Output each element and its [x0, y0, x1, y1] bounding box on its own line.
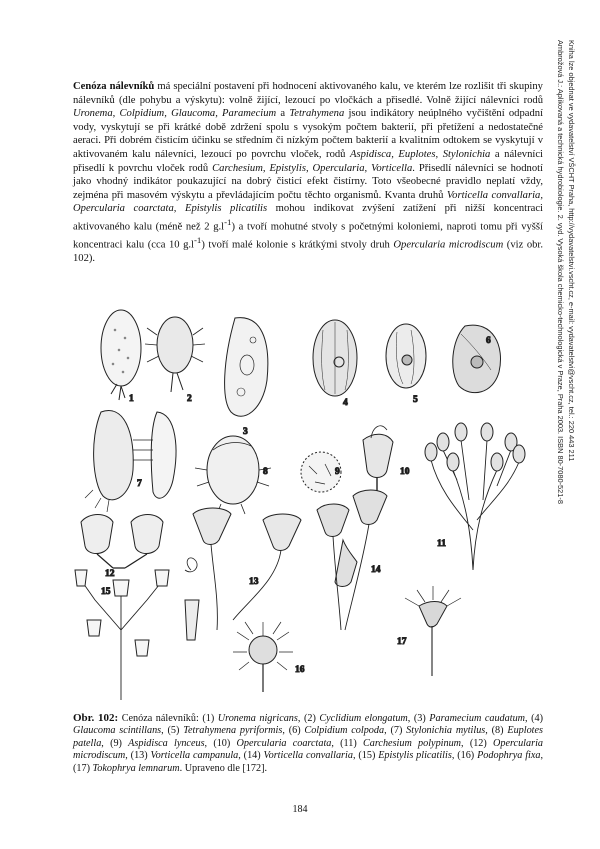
- caption-separator: ,: [161, 725, 168, 737]
- organism-5-drawing: [386, 324, 426, 388]
- figure-label-2: 2: [187, 394, 192, 404]
- ciliate-figure: [73, 300, 543, 700]
- lead-term: Cenóza nálevníků: [73, 81, 155, 92]
- organism-8-drawing: [195, 436, 271, 514]
- caption-species-name: Glaucoma scintillans: [73, 725, 162, 737]
- caption-separator: .: [179, 762, 185, 774]
- caption-item-number: (1): [202, 713, 218, 724]
- text-run: jsou indikátory neúplného vyčištění odpadní vody, vyskytují se při krátké době zdržení spolu s vysokým počtem bakterií, při přetížení a nedostatečné aeraci. Při dobrém čisticím účinku se středním či nízkým počtem bakterií a kvalitním odtokem se vyskytují v aktivovaném kalu nálevníci, lezoucí po povrchu vloček, rodů: [73, 108, 544, 160]
- caption-separator: ,: [282, 725, 289, 737]
- text-run: má speciální postavení při hodnocení aktivovaného kalu, ve kterém lze rozlišit tři skupiny nálevníků (dle pohybu a výskytu): volně žijící, lezoucí po vločkách a přisedlé. Volně žijící nálevníci rodů: [73, 81, 543, 106]
- text-run: a: [276, 108, 290, 120]
- organism-16-drawing: [233, 622, 293, 692]
- caption-separator: ,: [331, 737, 341, 749]
- figure-label-15: 15: [101, 587, 111, 597]
- caption-species-name: Vorticella convallaria: [263, 750, 353, 762]
- caption-item-number: (11): [340, 737, 363, 749]
- caption-separator: ,: [101, 737, 111, 749]
- caption-item-number: (16): [457, 750, 478, 762]
- caption-species-name: Carchesium polypinum: [362, 737, 462, 749]
- figure-label-10: 10: [400, 467, 410, 477]
- caption-species-name: Paramecium caudatum: [429, 713, 526, 724]
- caption-item-number: (9): [110, 737, 129, 749]
- caption-separator: ,: [238, 750, 244, 762]
- caption-species-name: Colpidium colpoda: [304, 725, 385, 737]
- genus-name: Tetrahymena: [289, 108, 345, 120]
- organism-7-drawing: [85, 411, 176, 512]
- page-number: 184: [292, 804, 308, 815]
- caption-item-number: (2): [303, 713, 320, 724]
- organism-4-drawing: [313, 320, 357, 396]
- caption-separator: ,: [461, 737, 470, 749]
- caption-item-number: (3): [413, 713, 430, 724]
- figure-label-13: 13: [249, 577, 259, 587]
- caption-item-number: (17): [73, 762, 93, 774]
- figure-label-7: 7: [137, 479, 142, 489]
- caption-item-number: (13): [130, 750, 151, 762]
- organism-14-drawing: [317, 490, 387, 630]
- caption-item-number: (5): [167, 725, 184, 737]
- caption-separator: ,: [204, 737, 214, 749]
- caption-species-name: Stylonichia mytilus: [406, 725, 486, 737]
- caption-tail: Upraveno dle [172].: [184, 762, 268, 774]
- citation-line: Ambrožová J.: Aplikovaná a technická hydrobiologie. 2. vyd. Vysoká škola chemicko-technologická v Praze, Praha 2003. ISBN 80-7080-521-8: [556, 40, 565, 504]
- organism-6-drawing: [453, 325, 501, 393]
- caption-item-number: (7): [390, 725, 407, 737]
- figure-label-6: 6: [486, 336, 491, 346]
- genus-list: Uronema, Colpidium, Glaucoma, Paramecium: [73, 108, 277, 120]
- organism-17-drawing: [405, 586, 461, 676]
- caption-separator: ,: [485, 725, 492, 737]
- caption-item-number: (10): [213, 737, 237, 749]
- caption-item-number: (15): [358, 750, 379, 762]
- side-citation: [555, 40, 585, 660]
- figure-label-11: 11: [437, 539, 446, 549]
- caption-species-name: Opercularia microdiscum: [73, 737, 543, 762]
- order-info-line: Kniha lze objednat ve vydavatelství VŠCHT Praha, http://vydavatelstvi.vscht.cz, e-mail: vydavatelstvi@vscht.cz, tel.: 220 443 211: [567, 40, 576, 462]
- caption-species-name: Cyclidium elongatum: [319, 713, 408, 724]
- figure-label-16: 16: [295, 665, 305, 675]
- figure-label-1: 1: [129, 394, 134, 404]
- figure-label-14: 14: [371, 565, 381, 575]
- caption-species-name: Aspidisca lynceus: [128, 737, 205, 749]
- text-run: . Přisedlí nálevníci se hodnotí jako vhodný indikátor poukazující na dobrý čisticí efekt čistírny. Toto všeobecné pravidlo neplatí vždy, zejména při masovém výskytu a převládajícím počtu těchto organismů. Kvanta druhů: [73, 162, 544, 201]
- species-list: Vorticella convallaria, Opercularia coarctata, Epistylis plicatilis: [73, 189, 543, 215]
- superscript: -1: [224, 216, 232, 227]
- figure-label-17: 17: [397, 637, 407, 647]
- genus-list: Carchesium, Epistylis, Opercularia, Vorticella: [212, 162, 413, 174]
- organism-12-drawing: [81, 515, 163, 569]
- figure-label-9: 9: [335, 467, 340, 477]
- genus-list: Aspidisca, Euplotes, Stylonichia: [350, 148, 491, 160]
- caption-item-number: (4): [531, 713, 543, 724]
- organism-3-drawing: [225, 318, 268, 417]
- caption-item-number: (6): [288, 725, 305, 737]
- figure-label-3: 3: [243, 427, 248, 437]
- species-name: Opercularia microdiscum: [393, 239, 504, 251]
- organism-13-drawing: [185, 508, 301, 630]
- caption-species-name: Tetrahymena pyriformis: [183, 725, 283, 737]
- figure-label-8: 8: [263, 467, 268, 477]
- caption-separator: ,: [384, 725, 391, 737]
- text-run: a nálevníci přisedlí k povrchu vloček rodů: [73, 148, 543, 174]
- text-run: (viz obr. 102).: [73, 239, 544, 265]
- figure-caption: [73, 712, 543, 775]
- caption-separator: ,: [407, 713, 414, 724]
- caption-separator: ,: [352, 750, 359, 762]
- figure-label-12: 12: [105, 569, 115, 579]
- organism-2-drawing: [145, 317, 205, 392]
- caption-item-number: (12): [469, 737, 493, 749]
- organism-1-drawing: [101, 310, 141, 400]
- caption-separator: ,: [297, 713, 304, 724]
- organism-15-drawing: [75, 570, 199, 700]
- caption-species-name: Opercularia coarctata: [236, 737, 332, 749]
- superscript: -1: [193, 235, 202, 246]
- caption-species-name: Epistylis plicatilis: [378, 750, 452, 762]
- figure-label-5: 5: [413, 395, 418, 405]
- caption-species-name: Vorticella campanula: [150, 750, 239, 762]
- caption-item-number: (8): [491, 725, 508, 737]
- caption-species-name: Podophrya fixa: [477, 750, 541, 762]
- caption-separator: ,: [451, 750, 458, 762]
- caption-species-name: Euplotes patella: [73, 725, 543, 749]
- caption-separator: ,: [540, 750, 544, 762]
- caption-species-name: Tokophrya lemnarum: [92, 762, 180, 774]
- text-run: ) a tvoří mohutné stvoly s početnými koloniemi, naproti tomu při vyšší koncentraci kalu (cca 10 g.l: [73, 221, 543, 251]
- caption-label: Obr. 102:: [73, 712, 119, 724]
- caption-separator: ,: [525, 713, 532, 724]
- caption-separator: ,: [125, 750, 131, 762]
- caption-intro: Cenóza nálevníků:: [118, 713, 203, 724]
- caption-species-name: Uronema nigricans: [217, 713, 298, 724]
- ciliate-drawings: [73, 300, 543, 700]
- text-run: mohou indikovat zvýšení zatížení při nižší koncentraci aktivovaného kalu (méně než 2 g.l: [73, 203, 543, 233]
- caption-item-number: (14): [243, 750, 264, 762]
- body-paragraph: [73, 80, 543, 266]
- text-run: ) tvoří malé kolonie s krátkými stvoly druh: [201, 239, 394, 251]
- figure-label-4: 4: [343, 398, 348, 408]
